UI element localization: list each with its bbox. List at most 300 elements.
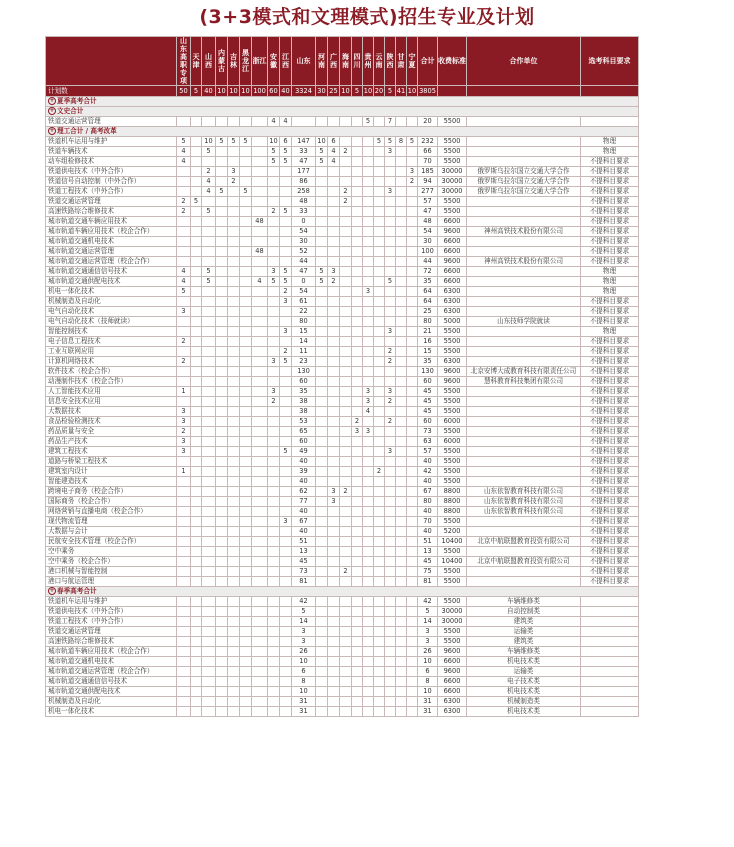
fee-cell: 6600 <box>438 277 467 287</box>
quota-cell <box>407 277 418 287</box>
requirement-cell: 不提科目要求 <box>581 467 639 477</box>
quota-cell <box>252 477 268 487</box>
fee-cell: 6600 <box>438 217 467 227</box>
plan-value: 50 <box>177 86 191 97</box>
requirement-cell: 物理 <box>581 287 639 297</box>
quota-cell <box>407 507 418 517</box>
quota-cell <box>316 517 328 527</box>
quota-cell <box>240 327 252 337</box>
section-header-row[interactable] <box>46 587 639 597</box>
quota-cell: 3 <box>177 407 191 417</box>
requirement-cell: 不提科目要求 <box>581 227 639 237</box>
requirement-cell: 不提科目要求 <box>581 247 639 257</box>
quota-cell <box>268 627 280 637</box>
partner-cell <box>467 397 581 407</box>
quota-cell <box>216 577 228 587</box>
quota-cell <box>252 597 268 607</box>
quota-cell <box>191 267 202 277</box>
quota-cell <box>352 557 363 567</box>
major-name: 城市轨道交通运营管理 <box>46 247 177 257</box>
quota-cell: 48 <box>252 247 268 257</box>
quota-cell <box>191 187 202 197</box>
quota-cell <box>340 447 352 457</box>
quota-cell <box>228 407 240 417</box>
section-header-row[interactable] <box>46 107 639 117</box>
table-row <box>46 237 639 247</box>
quota-cell <box>328 547 340 557</box>
total-cell: 40 <box>418 457 438 467</box>
quota-cell <box>396 387 407 397</box>
quota-cell <box>240 247 252 257</box>
quota-cell <box>268 187 280 197</box>
quota-cell <box>363 227 374 237</box>
quota-cell: 52 <box>292 247 316 257</box>
major-name: 铁道供电技术（中外合作） <box>46 607 177 617</box>
major-name: 电气自动化技术（技师就读） <box>46 317 177 327</box>
quota-cell <box>340 287 352 297</box>
partner-cell <box>467 297 581 307</box>
quota-cell <box>316 337 328 347</box>
quota-cell: 5 <box>228 137 240 147</box>
quota-cell: 0 <box>292 277 316 287</box>
quota-cell <box>252 677 268 687</box>
section-header[interactable] <box>46 127 639 137</box>
fee-cell: 5500 <box>438 337 467 347</box>
quota-cell <box>407 707 418 717</box>
quota-cell <box>216 607 228 617</box>
section-header[interactable] <box>46 97 639 107</box>
quota-cell <box>385 427 396 437</box>
quota-cell <box>374 487 385 497</box>
quota-cell <box>228 557 240 567</box>
quota-cell <box>228 397 240 407</box>
quota-cell <box>216 687 228 697</box>
fee-cell: 5500 <box>438 637 467 647</box>
quota-cell <box>385 237 396 247</box>
quota-cell <box>396 627 407 637</box>
table-row <box>46 477 639 487</box>
quota-cell <box>316 297 328 307</box>
quota-cell <box>177 217 191 227</box>
quota-cell: 5 <box>280 357 292 367</box>
quota-cell: 4 <box>202 177 216 187</box>
quota-cell <box>363 177 374 187</box>
quota-cell: 2 <box>280 287 292 297</box>
quota-cell <box>216 597 228 607</box>
fee-cell: 5500 <box>438 147 467 157</box>
quota-cell <box>240 207 252 217</box>
quota-cell <box>340 307 352 317</box>
table-row <box>46 297 639 307</box>
quota-cell <box>216 477 228 487</box>
expand-icon[interactable]: + <box>49 587 55 594</box>
quota-cell <box>352 137 363 147</box>
quota-cell <box>328 577 340 587</box>
header-province: 四川 <box>352 37 363 86</box>
quota-cell <box>228 197 240 207</box>
enrollment-plan-table <box>45 36 639 717</box>
quota-cell <box>177 637 191 647</box>
major-name: 港口机械与智能控制 <box>46 567 177 577</box>
quota-cell <box>202 597 216 607</box>
expand-icon[interactable]: + <box>49 107 55 114</box>
quota-cell <box>280 707 292 717</box>
total-cell: 80 <box>418 497 438 507</box>
table-row <box>46 247 639 257</box>
quota-cell <box>396 217 407 227</box>
partner-cell: 车辆维修类 <box>467 647 581 657</box>
quota-cell <box>240 687 252 697</box>
quota-cell <box>363 517 374 527</box>
quota-cell <box>177 677 191 687</box>
quota-cell <box>363 197 374 207</box>
partner-cell <box>467 547 581 557</box>
quota-cell <box>280 567 292 577</box>
quota-cell <box>228 207 240 217</box>
major-name: 城市轨道交通通信信号技术 <box>46 677 177 687</box>
quota-cell: 10 <box>292 657 316 667</box>
quota-cell <box>228 417 240 427</box>
section-label: 春季高考合计 <box>57 587 97 595</box>
requirement-cell: 不提科目要求 <box>581 297 639 307</box>
plan-total: 3805 <box>419 87 436 95</box>
quota-cell <box>191 297 202 307</box>
quota-cell <box>280 337 292 347</box>
quota-cell <box>240 367 252 377</box>
quota-cell <box>340 317 352 327</box>
quota-cell <box>340 347 352 357</box>
quota-cell <box>316 507 328 517</box>
requirement-cell: 不提科目要求 <box>581 357 639 367</box>
quota-cell <box>177 537 191 547</box>
partner-cell <box>467 527 581 537</box>
quota-cell <box>316 187 328 197</box>
quota-cell <box>252 487 268 497</box>
quota-cell <box>374 577 385 587</box>
partner-cell <box>467 387 581 397</box>
quota-cell <box>374 157 385 167</box>
partner-cell <box>467 157 581 167</box>
quota-cell <box>385 697 396 707</box>
quota-cell <box>191 527 202 537</box>
quota-cell <box>268 517 280 527</box>
quota-cell: 3 <box>228 167 240 177</box>
quota-cell <box>316 397 328 407</box>
quota-cell <box>202 577 216 587</box>
quota-cell <box>407 627 418 637</box>
quota-cell <box>268 677 280 687</box>
quota-cell <box>177 547 191 557</box>
quota-cell: 4 <box>363 407 374 417</box>
quota-cell <box>363 247 374 257</box>
quota-cell <box>352 707 363 717</box>
major-name: 动车组检修技术 <box>46 157 177 167</box>
table-row <box>46 467 639 477</box>
fee-cell: 5500 <box>438 117 467 127</box>
quota-cell <box>216 497 228 507</box>
quota-cell <box>252 297 268 307</box>
fee-cell: 5500 <box>438 457 467 467</box>
quota-cell: 3 <box>292 627 316 637</box>
section-label: 理工合计 / 高考改革 <box>57 127 117 135</box>
total-cell: 70 <box>418 157 438 167</box>
plan-value: 25 <box>329 87 338 95</box>
quota-cell: 2 <box>177 357 191 367</box>
quota-cell <box>385 597 396 607</box>
total-cell: 35 <box>418 357 438 367</box>
quota-cell <box>228 497 240 507</box>
quota-cell <box>202 557 216 567</box>
expand-icon[interactable]: + <box>49 127 55 134</box>
major-name: 动漫制作技术（校企合作） <box>46 377 177 387</box>
section-header-row[interactable] <box>46 97 639 107</box>
quota-cell <box>316 547 328 557</box>
quota-cell <box>316 707 328 717</box>
quota-cell <box>268 607 280 617</box>
partner-cell <box>467 117 581 127</box>
quota-cell: 5 <box>316 157 328 167</box>
quota-cell <box>407 237 418 247</box>
plan-value: 40 <box>202 86 216 97</box>
quota-cell <box>228 447 240 457</box>
quota-cell: 2 <box>177 197 191 207</box>
quota-cell <box>216 667 228 677</box>
quota-cell <box>396 167 407 177</box>
quota-cell <box>252 197 268 207</box>
quota-cell <box>352 397 363 407</box>
table-row <box>46 137 639 147</box>
quota-cell: 2 <box>385 417 396 427</box>
quota-cell <box>352 187 363 197</box>
quota-cell <box>374 287 385 297</box>
quota-cell <box>177 297 191 307</box>
section-header[interactable] <box>46 107 639 117</box>
header-province: 内蒙古 <box>216 37 228 86</box>
quota-cell <box>316 487 328 497</box>
quota-cell <box>177 707 191 717</box>
quota-cell <box>240 427 252 437</box>
quota-cell <box>280 527 292 537</box>
quota-cell <box>240 297 252 307</box>
quota-cell <box>328 347 340 357</box>
quota-cell <box>396 527 407 537</box>
expand-icon[interactable]: + <box>49 97 55 104</box>
quota-cell <box>216 217 228 227</box>
quota-cell <box>374 447 385 457</box>
quota-cell <box>240 457 252 467</box>
total-cell: 42 <box>418 597 438 607</box>
quota-cell <box>374 257 385 267</box>
quota-cell <box>407 497 418 507</box>
quota-cell <box>316 417 328 427</box>
quota-cell: 60 <box>292 377 316 387</box>
quota-cell <box>328 467 340 477</box>
quota-cell: 10 <box>317 137 326 145</box>
quota-cell <box>177 487 191 497</box>
quota-cell <box>216 437 228 447</box>
quota-cell: 2 <box>328 277 340 287</box>
quota-cell <box>363 137 374 147</box>
quota-cell <box>396 537 407 547</box>
quota-cell <box>280 627 292 637</box>
fee-cell: 5500 <box>438 577 467 587</box>
quota-cell: 49 <box>292 447 316 457</box>
quota-cell <box>202 567 216 577</box>
quota-cell: 3 <box>385 147 396 157</box>
quota-cell <box>191 317 202 327</box>
quota-cell <box>228 617 240 627</box>
fee-cell: 6300 <box>438 287 467 297</box>
quota-cell <box>268 367 280 377</box>
quota-cell <box>216 627 228 637</box>
quota-cell <box>228 607 240 617</box>
quota-cell <box>177 617 191 627</box>
quota-cell <box>216 167 228 177</box>
table-row <box>46 457 639 467</box>
quota-cell <box>396 297 407 307</box>
quota-cell <box>202 397 216 407</box>
quota-cell <box>216 457 228 467</box>
requirement-cell: 不提科目要求 <box>581 417 639 427</box>
quota-cell <box>280 547 292 557</box>
fee-cell: 10400 <box>438 557 467 567</box>
quota-cell: 33 <box>292 147 316 157</box>
quota-cell <box>340 667 352 677</box>
quota-cell <box>363 567 374 577</box>
major-name: 民航安全技术管理（校企合作） <box>46 537 177 547</box>
total-cell: 232 <box>418 137 438 147</box>
table-row <box>46 497 639 507</box>
plan-value: 10 <box>229 87 238 95</box>
quota-cell <box>191 607 202 617</box>
table-row <box>46 517 639 527</box>
requirement-cell: 物理 <box>581 277 639 287</box>
fee-cell: 5500 <box>438 347 467 357</box>
quota-cell <box>191 397 202 407</box>
partner-cell <box>467 577 581 587</box>
quota-cell <box>228 577 240 587</box>
quota-cell <box>396 347 407 357</box>
quota-cell <box>328 527 340 537</box>
quota-cell <box>328 607 340 617</box>
quota-cell <box>396 147 407 157</box>
header-province: 黑龙江 <box>240 37 252 86</box>
quota-cell <box>228 667 240 677</box>
fee-cell: 5500 <box>438 597 467 607</box>
major-name: 智能控制技术 <box>46 327 177 337</box>
quota-cell <box>407 217 418 227</box>
quota-cell <box>407 377 418 387</box>
quota-cell <box>374 277 385 287</box>
quota-cell <box>352 677 363 687</box>
partner-cell: 俄罗斯乌拉尔国立交通大学合作 <box>467 167 581 177</box>
requirement-cell: 物理 <box>581 137 639 147</box>
quota-cell <box>240 517 252 527</box>
quota-cell <box>202 157 216 167</box>
quota-cell <box>280 607 292 617</box>
major-name: 软件技术（校企合作） <box>46 367 177 377</box>
quota-cell <box>396 117 407 127</box>
quota-cell <box>177 607 191 617</box>
quota-cell <box>363 507 374 517</box>
quota-cell <box>407 667 418 677</box>
quota-cell <box>240 397 252 407</box>
total-cell: 51 <box>418 537 438 547</box>
quota-cell <box>240 697 252 707</box>
quota-cell <box>191 557 202 567</box>
section-header-row[interactable] <box>46 127 639 137</box>
quota-cell <box>396 257 407 267</box>
quota-cell <box>216 267 228 277</box>
fee-cell: 5200 <box>438 527 467 537</box>
header-total: 合计 <box>418 37 438 86</box>
quota-cell <box>252 407 268 417</box>
header-province: 江西 <box>280 37 292 86</box>
quota-cell: 5 <box>216 187 228 197</box>
quota-cell <box>240 647 252 657</box>
quota-cell <box>177 687 191 697</box>
quota-cell <box>385 217 396 227</box>
quota-cell <box>396 547 407 557</box>
quota-cell <box>396 577 407 587</box>
requirement-cell: 不提科目要求 <box>581 177 639 187</box>
quota-cell <box>252 617 268 627</box>
quota-cell <box>340 437 352 447</box>
table-row <box>46 487 639 497</box>
table-row <box>46 677 639 687</box>
partner-cell <box>467 327 581 337</box>
major-name: 城市轨道交通运营管理（校企合作） <box>46 667 177 677</box>
quota-cell <box>374 457 385 467</box>
quota-cell: 3 <box>363 287 374 297</box>
quota-cell <box>177 247 191 257</box>
quota-cell <box>328 707 340 717</box>
partner-cell: 机械制造类 <box>467 697 581 707</box>
quota-cell <box>216 257 228 267</box>
header-province: 吉林 <box>228 37 240 86</box>
requirement-cell: 不提科目要求 <box>581 537 639 547</box>
quota-cell <box>240 627 252 637</box>
fee-cell: 5500 <box>438 137 467 147</box>
total-cell: 30 <box>418 237 438 247</box>
quota-cell <box>352 567 363 577</box>
quota-cell <box>228 357 240 367</box>
quota-cell <box>240 227 252 237</box>
plan-value: 20 <box>374 87 384 95</box>
quota-cell <box>340 417 352 427</box>
quota-cell <box>352 297 363 307</box>
quota-cell <box>396 207 407 217</box>
quota-cell <box>396 647 407 657</box>
quota-cell: 4 <box>177 267 191 277</box>
quota-cell <box>191 217 202 227</box>
table-row <box>46 177 639 187</box>
fee-cell: 5500 <box>438 547 467 557</box>
plan-value: 100 <box>253 87 266 95</box>
table-row <box>46 257 639 267</box>
requirement-cell: 不提科目要求 <box>581 507 639 517</box>
fee-cell: 5000 <box>438 317 467 327</box>
quota-cell <box>280 477 292 487</box>
table-row <box>46 407 639 417</box>
quota-cell <box>202 287 216 297</box>
quota-cell <box>202 467 216 477</box>
section-header[interactable] <box>46 587 639 597</box>
quota-cell <box>191 647 202 657</box>
quota-cell <box>177 177 191 187</box>
requirement-cell: 不提科目要求 <box>581 487 639 497</box>
fee-cell: 6600 <box>438 687 467 697</box>
